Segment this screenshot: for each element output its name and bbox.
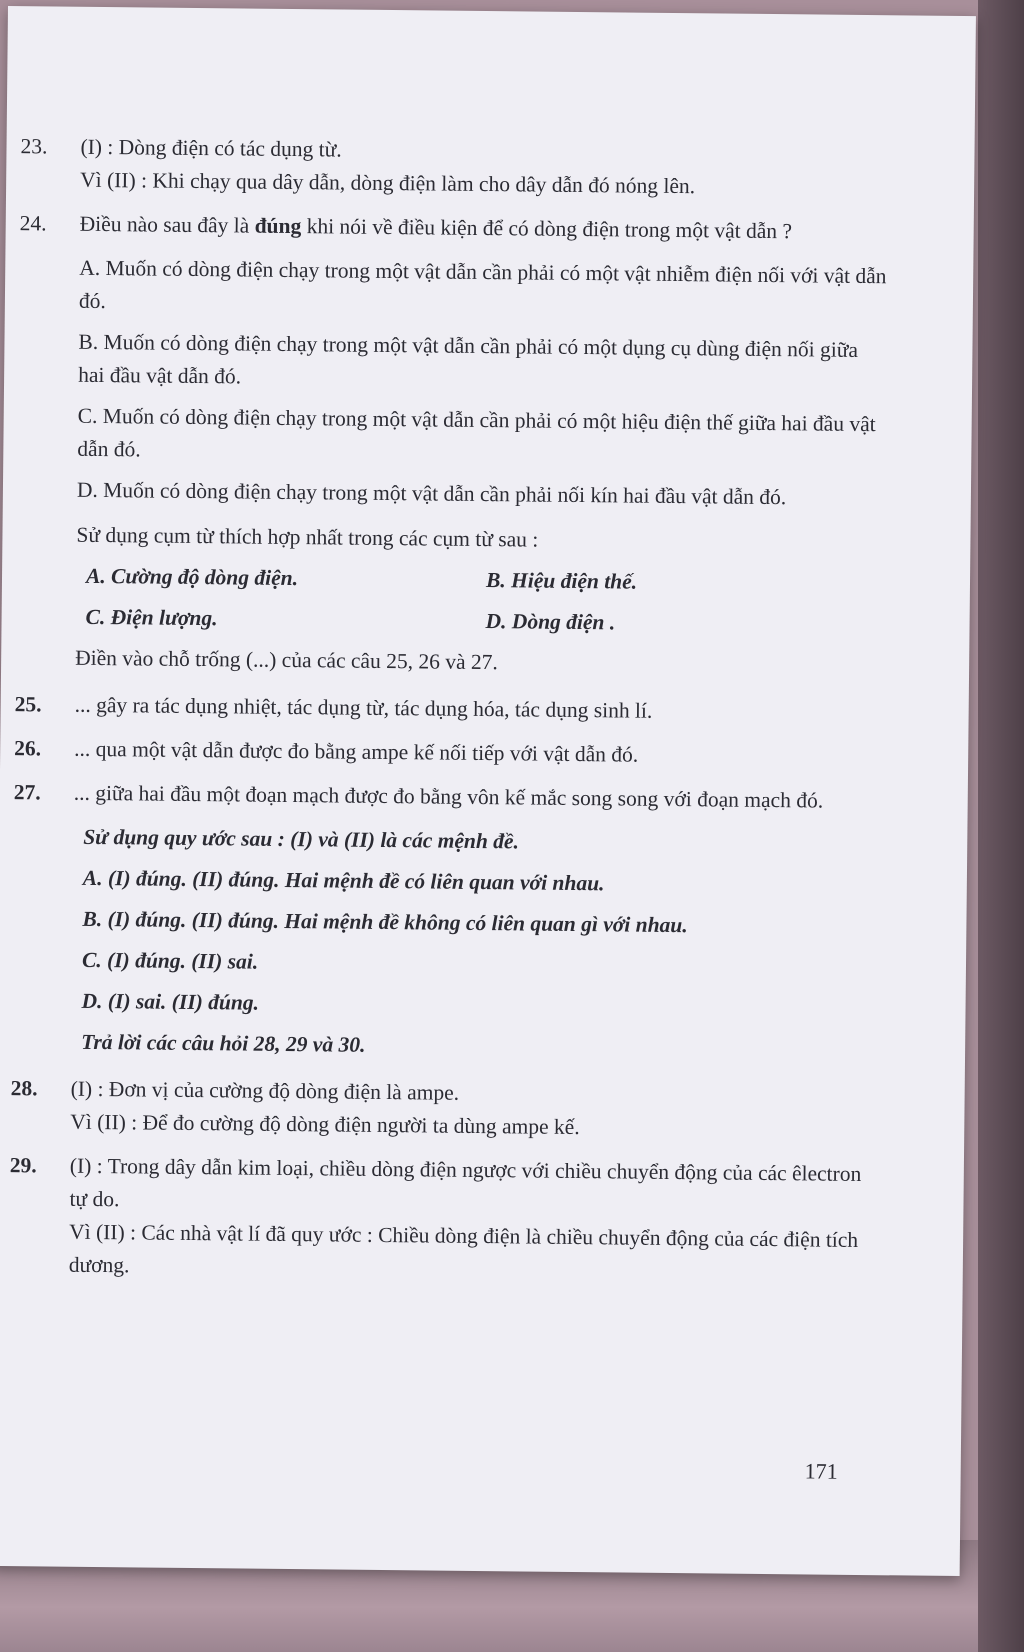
statement-i: (I) : Dòng điện có tác dụng từ. (80, 134, 342, 162)
book-page (0, 6, 976, 1576)
phrase-row-2 (15, 600, 885, 642)
answer-option-d: D. Muốn có dòng điện chạy trong một vật dẫn cần phải nối kín hai đầu vật dẫn đó. (76, 477, 787, 510)
question-26 (14, 732, 884, 774)
question-stem: Điều nào sau đây là đúng khi nói về điều kiện để có dòng điện trong một vật dẫn ? (79, 211, 793, 244)
fill-instruction: Điền vào chỗ trống (...) của các câu 25, 26 và 27. (75, 645, 498, 675)
answer-option-a: A. Muốn có dòng điện chạy trong một vật dẫn cần phải có một vật nhiễm điện nối với vật dẫn đó. (78, 255, 887, 314)
question-25 (15, 688, 885, 730)
question-number: 29. (9, 1153, 37, 1178)
convention-option-b: B. (I) đúng. (II) đúng. Hai mệnh đề không có liên quan gì với nhau. (82, 906, 688, 938)
phrase-b: B. Hiệu điện thế. (485, 568, 638, 594)
background-edge (978, 0, 1024, 1652)
statement-ii: Vì (II) : Để đo cường độ dòng điện người ta dùng ampe kế. (70, 1109, 580, 1140)
question-text: ... gây ra tác dụng nhiệt, tác dụng từ, tác dụng hóa, tác dụng sinh lí. (74, 692, 653, 723)
convention-option-d: D. (I) sai. (II) đúng. (81, 988, 260, 1015)
question-number: 24. (19, 211, 47, 236)
statement-i: (I) : Trong dây dẫn kim loại, chiều dòng điện ngược với chiều chuyển động của các êlectron tự do. (69, 1153, 862, 1212)
question-text: ... qua một vật dẫn được đo bằng ampe kế nối tiếp với vật dẫn đó. (74, 736, 639, 767)
answer-option-c: C. Muốn có dòng điện chạy trong một vật dẫn cần phải có một hiệu điện thế giữa hai đầu vật dẫn đó. (77, 403, 876, 462)
convention-option-c: C. (I) đúng. (II) sai. (81, 947, 259, 974)
convention-intro: Sử dụng quy ước sau : (I) và (II) là các mệnh đề. (83, 824, 520, 854)
question-23 (20, 130, 891, 205)
phrase-d: D. Dòng điện . (485, 609, 616, 635)
statement-ii: Vì (II) : Các nhà vật lí đã quy ước : Chiều dòng điện là chiều chuyển động của các điện tích dương. (68, 1219, 859, 1278)
phrase-row-1 (16, 559, 886, 601)
question-24 (20, 207, 890, 249)
question-number: 25. (14, 692, 42, 717)
question-28 (10, 1072, 881, 1147)
question-text: ... giữa hai đầu một đoạn mạch được đo bằng vôn kế mắc song song với đoạn mạch đó. (73, 780, 824, 813)
question-number: 28. (10, 1076, 38, 1101)
question-29 (9, 1149, 880, 1290)
page-content (9, 130, 891, 1301)
phrase-intro: Sử dụng cụm từ thích hợp nhất trong các cụm từ sau : (76, 522, 539, 552)
answer-prompt: Trả lời các câu hỏi 28, 29 và 30. (81, 1029, 366, 1057)
answer-option-b: B. Muốn có dòng điện chạy trong một vật dẫn cần phải có một dụng cụ dùng điện nối giữa hai đầu vật dẫn đó. (78, 329, 859, 389)
statement-i: (I) : Đơn vị của cường độ dòng điện là ampe. (70, 1076, 460, 1105)
phrase-a: A. Cường độ dòng điện. (85, 563, 299, 591)
emphasis-word: đúng (254, 213, 302, 239)
page-number: 171 (804, 1458, 838, 1484)
question-number: 26. (14, 736, 42, 761)
question-number: 23. (20, 134, 48, 159)
convention-option-a: A. (I) đúng. (II) đúng. Hai mệnh đề có liên quan với nhau. (82, 865, 605, 896)
convention-block (11, 820, 883, 1067)
phrase-c: C. Điện lượng. (85, 604, 218, 631)
statement-ii: Vì (II) : Khi chạy qua dây dẫn, dòng điện làm cho dây dẫn đó nóng lên. (80, 167, 696, 199)
question-number: 27. (13, 780, 41, 805)
question-27 (14, 776, 884, 818)
